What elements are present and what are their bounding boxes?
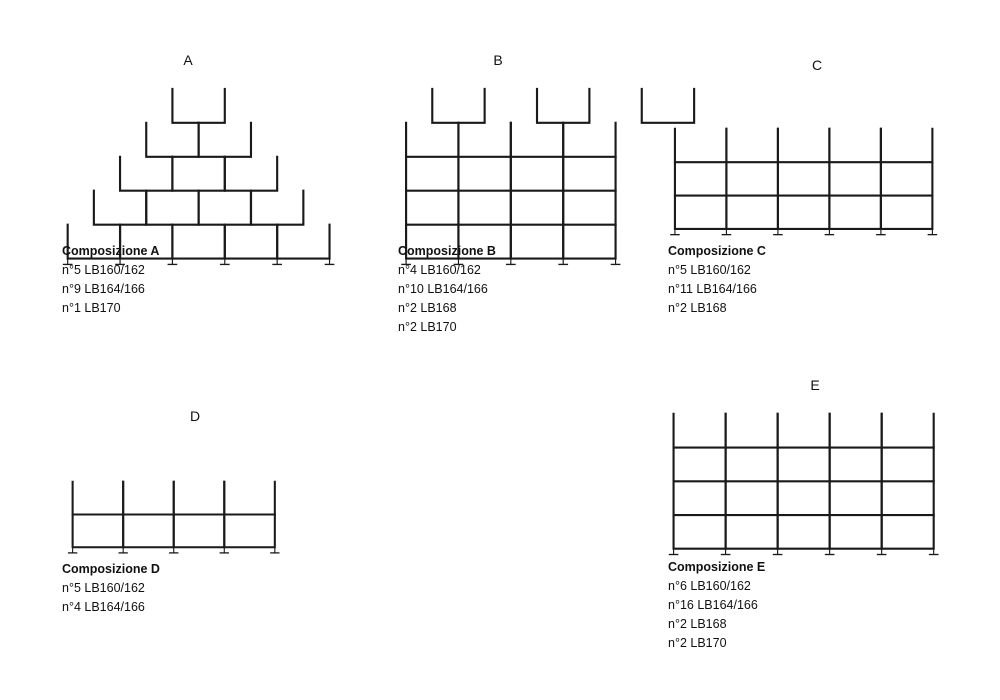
composition-caption-e	[668, 558, 765, 653]
composition-caption-a	[62, 242, 159, 318]
caption-line: n°11 LB164/166	[668, 282, 757, 296]
caption-line: n°10 LB164/166	[398, 282, 488, 296]
caption-line: n°16 LB164/166	[668, 598, 758, 612]
caption-line: n°4 LB160/162	[398, 263, 481, 277]
caption-title: Composizione D	[62, 562, 160, 576]
composition-letter-c: C	[811, 57, 823, 73]
composition-letter-b: B	[493, 52, 503, 68]
composition-letter-d: D	[189, 408, 201, 424]
caption-line: n°2 LB170	[398, 320, 457, 334]
caption-line: n°5 LB160/162	[668, 263, 751, 277]
caption-line: n°2 LB168	[668, 301, 727, 315]
caption-title: Composizione B	[398, 244, 496, 258]
caption-title: Composizione A	[62, 244, 160, 258]
composition-caption-b	[398, 242, 496, 337]
composition-figure-d	[62, 478, 292, 566]
caption-line: n°9 LB164/166	[62, 282, 145, 296]
composition-caption-c	[668, 242, 766, 318]
caption-line: n°5 LB160/162	[62, 263, 145, 277]
caption-title: Composizione E	[668, 560, 766, 574]
composition-letter-e: E	[810, 377, 820, 393]
caption-line: n°4 LB164/166	[62, 600, 145, 614]
caption-line: n°6 LB160/162	[668, 579, 751, 593]
caption-line: n°1 LB170	[62, 301, 121, 315]
caption-line: n°5 LB160/162	[62, 581, 145, 595]
caption-title: Composizione C	[668, 244, 766, 258]
caption-line: n°2 LB168	[398, 301, 457, 315]
composition-figure-c	[665, 125, 949, 248]
composition-figure-e	[665, 410, 949, 568]
composition-letter-a: A	[183, 52, 193, 68]
caption-line: n°2 LB170	[668, 636, 727, 650]
composition-caption-d	[62, 560, 160, 617]
caption-line: n°2 LB168	[668, 617, 727, 631]
